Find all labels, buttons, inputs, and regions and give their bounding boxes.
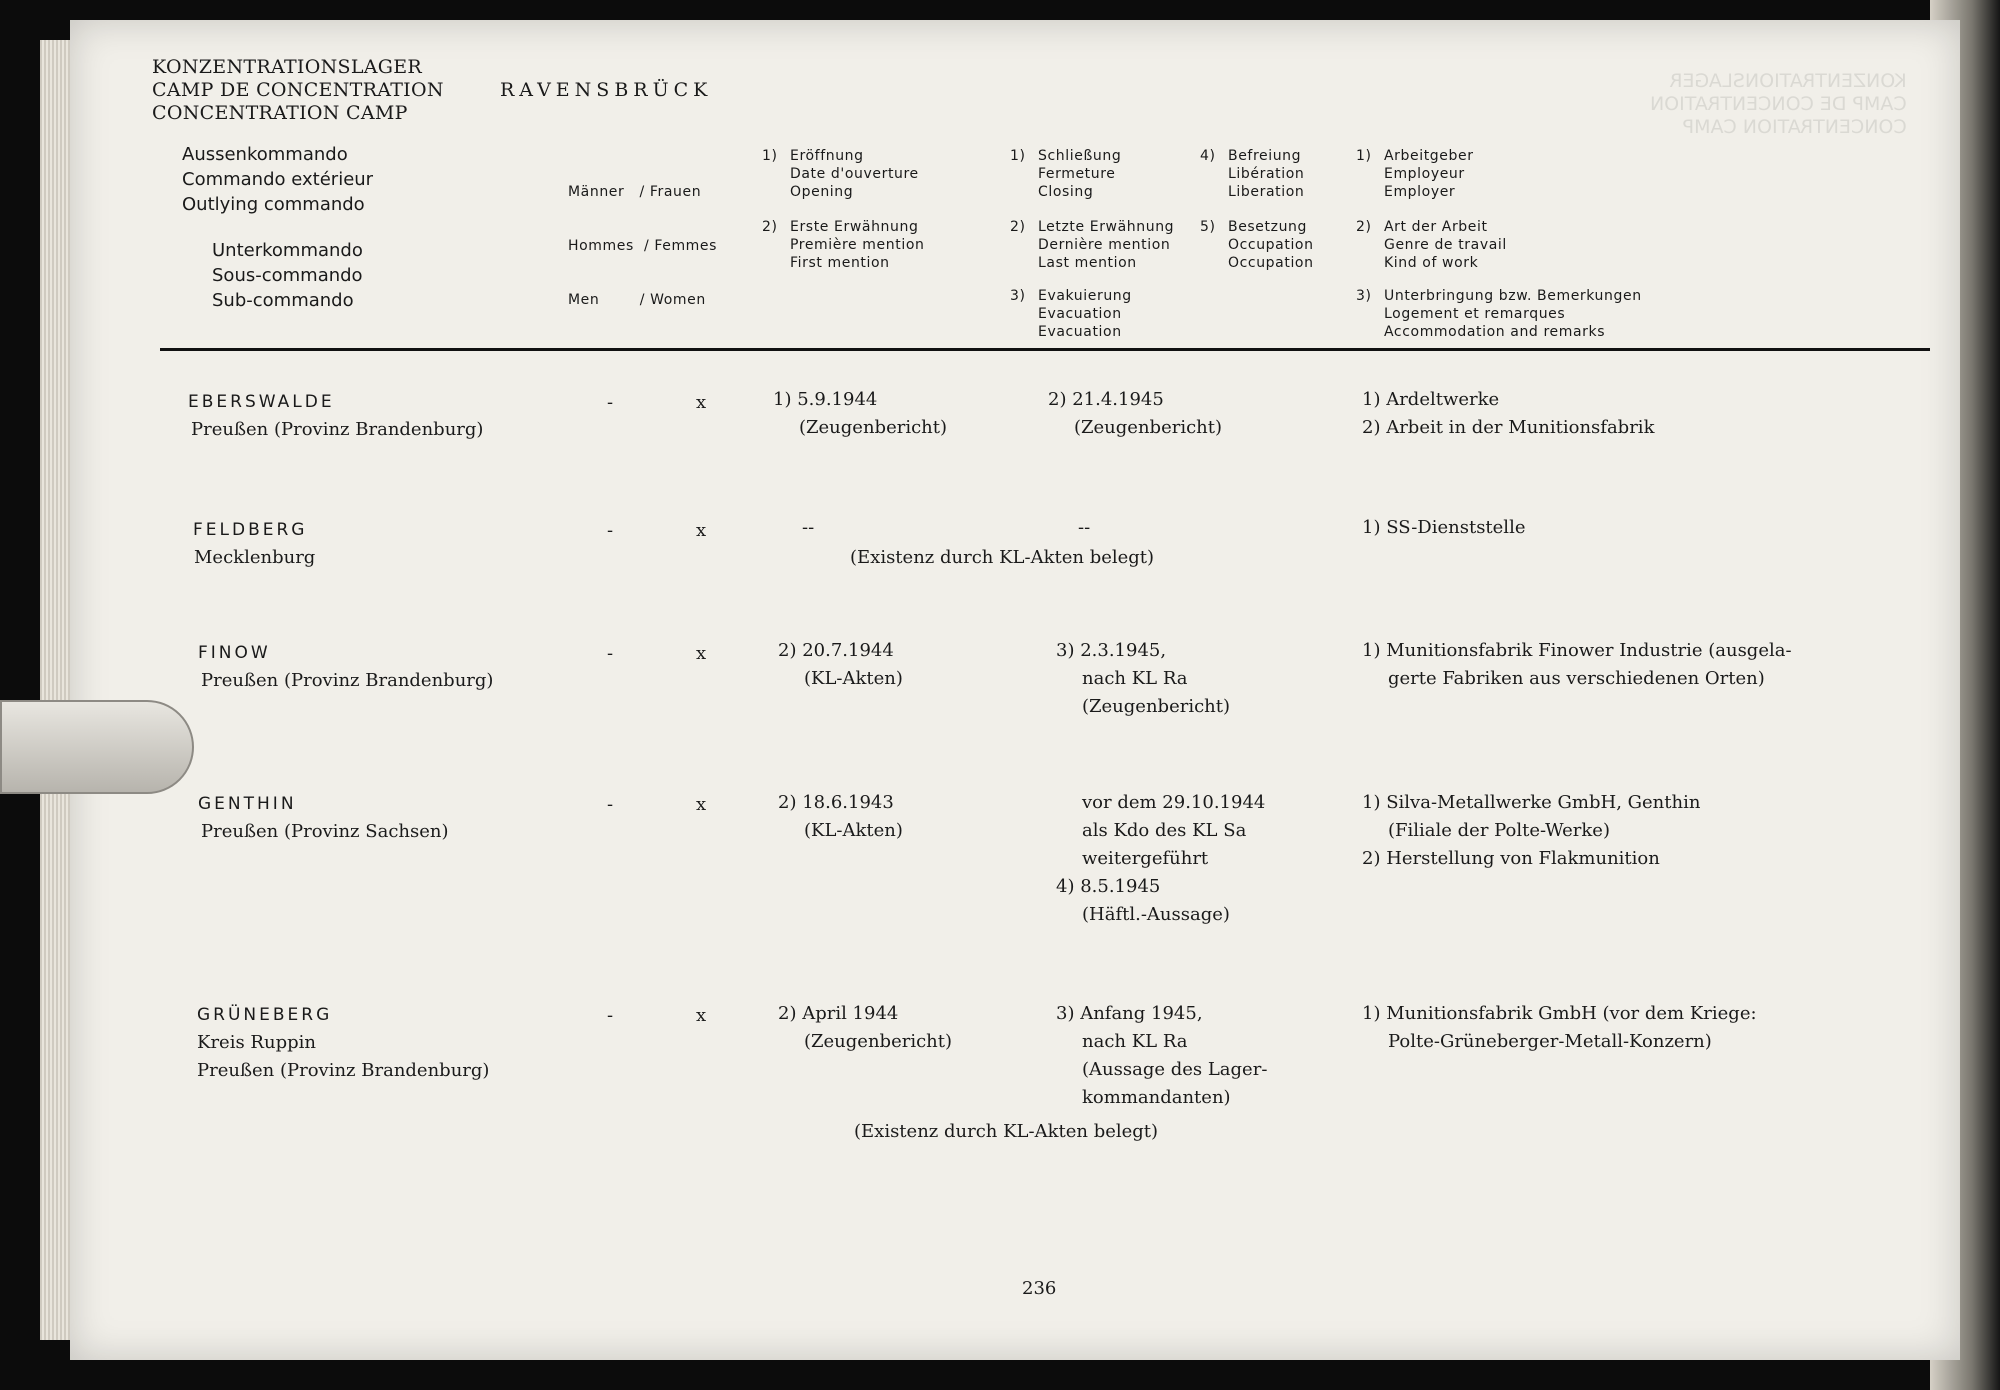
document-page	[70, 20, 1960, 1360]
opening-header	[762, 147, 919, 201]
header-label: Logement et remarques	[1384, 306, 1566, 322]
gender-de: Männer / Frauen	[568, 184, 702, 200]
header-label: Liberation	[1228, 184, 1305, 200]
header-num: 3)	[1010, 288, 1026, 304]
line: (Häftl.-Aussage)	[1082, 904, 1230, 925]
line: kommandanten)	[1082, 1087, 1231, 1108]
line: 2) Herstellung von Flakmunition	[1362, 848, 1660, 869]
header-num: 1)	[1356, 148, 1372, 164]
header-label: Evakuierung	[1038, 288, 1132, 304]
label-fr: Commando extérieur	[182, 169, 374, 190]
header-label: Première mention	[790, 237, 925, 253]
header-label: Unterbringung bzw. Bemerkungen	[1384, 288, 1642, 304]
header-label: Employeur	[1384, 166, 1465, 182]
entry-name: FELDBERG	[193, 520, 308, 540]
header-num: 4)	[1200, 148, 1216, 164]
header-label: Dernière mention	[1038, 237, 1171, 253]
page-number: 236	[1022, 1278, 1057, 1299]
work-info	[1362, 386, 1654, 442]
line: (Zeugenbericht)	[804, 1031, 953, 1052]
header-label: Besetzung	[1228, 219, 1307, 235]
line: 3) 2.3.1945,	[1056, 640, 1167, 661]
gender-header	[568, 147, 717, 345]
header-label: Befreiung	[1228, 148, 1302, 164]
men-mark: -	[607, 520, 614, 541]
closing-info	[1048, 386, 1222, 442]
existence-note: (Existenz durch KL-Akten belegt)	[850, 547, 1155, 568]
liberation-header	[1200, 147, 1304, 201]
entry-region: Preußen (Provinz Sachsen)	[201, 821, 449, 842]
header-label: Occupation	[1228, 237, 1314, 253]
entry-region: Mecklenburg	[194, 547, 316, 568]
women-mark: x	[696, 643, 707, 664]
line: nach KL Ra	[1082, 668, 1188, 689]
header-num: 3)	[1356, 288, 1372, 304]
header-label: First mention	[790, 255, 890, 271]
line: (Filiale der Polte-Werke)	[1388, 820, 1610, 841]
header-label: Evacuation	[1038, 324, 1122, 340]
line: (KL-Akten)	[804, 820, 903, 841]
line: 2) Arbeit in der Munitionsfabrik	[1362, 417, 1655, 438]
header-num: 1)	[762, 148, 778, 164]
header-num: 5)	[1200, 219, 1216, 235]
work-info	[1362, 637, 1792, 693]
gender-en: Men / Women	[568, 292, 706, 308]
title-line-fr: CAMP DE CONCENTRATION	[152, 79, 444, 101]
header-label: Last mention	[1038, 255, 1137, 271]
line: 2) 20.7.1944	[778, 640, 894, 661]
label-de: Aussenkommando	[182, 144, 348, 165]
header-label: Occupation	[1228, 255, 1314, 271]
line: gerte Fabriken aus verschiedenen Orten)	[1388, 668, 1765, 689]
closing-info: --	[1078, 517, 1091, 538]
last-mention-header	[1010, 218, 1174, 272]
line: als Kdo des KL Sa	[1082, 820, 1247, 841]
men-mark: -	[607, 643, 614, 664]
line: (KL-Akten)	[804, 668, 903, 689]
header-num: 1)	[1010, 148, 1026, 164]
header-num: 2)	[1010, 219, 1026, 235]
label-en: Sub-commando	[212, 290, 354, 311]
line: 1) Ardeltwerke	[1362, 389, 1500, 410]
title-line-de: KONZENTRATIONSLAGER	[152, 56, 423, 78]
header-label: Arbeitgeber	[1384, 148, 1474, 164]
line: 3) Anfang 1945,	[1056, 1003, 1203, 1024]
line: nach KL Ra	[1082, 1031, 1188, 1052]
header-label: Art der Arbeit	[1384, 219, 1488, 235]
header-label: Opening	[790, 184, 854, 200]
line: (Zeugenbericht)	[799, 417, 948, 438]
line: Kreis Ruppin	[197, 1032, 316, 1053]
opening-info	[773, 386, 947, 442]
header-label: Employer	[1384, 184, 1456, 200]
label-de: Unterkommando	[212, 240, 363, 261]
line: (Zeugenbericht)	[1074, 417, 1223, 438]
entry-region: Preußen (Provinz Brandenburg)	[191, 419, 484, 440]
header-label: Genre de travail	[1384, 237, 1507, 253]
header-label: Libération	[1228, 166, 1305, 182]
gender-fr: Hommes / Femmes	[568, 238, 718, 254]
line: 2) April 1944	[778, 1003, 899, 1024]
men-mark: -	[607, 1005, 614, 1026]
entry-region	[197, 1029, 489, 1085]
page-clip	[0, 700, 194, 794]
occupation-header	[1200, 218, 1314, 272]
work-info	[1362, 1000, 1757, 1056]
line: 4) 8.5.1945	[1056, 876, 1161, 897]
label-fr: Sous-commando	[212, 265, 363, 286]
entry-name: GRÜNEBERG	[197, 1005, 333, 1025]
header-label: Erste Erwähnung	[790, 219, 919, 235]
line: 2) 21.4.1945	[1048, 389, 1164, 410]
closing-info	[1056, 789, 1265, 929]
opening-info	[778, 1000, 952, 1056]
opening-info: --	[802, 517, 815, 538]
entry-name: GENTHIN	[198, 794, 297, 814]
aussenkommando-labels	[182, 142, 373, 217]
first-mention-header	[762, 218, 924, 272]
entry-name: EBERSWALDE	[188, 392, 335, 412]
header-label: Kind of work	[1384, 255, 1479, 271]
line: Polte-Grüneberger-Metall-Konzern)	[1388, 1031, 1712, 1052]
line: 1) Munitionsfabrik Finower Industrie (ausgela-	[1362, 640, 1792, 661]
line: 1) Munitionsfabrik GmbH (vor dem Kriege:	[1362, 1003, 1757, 1024]
line: (Aussage des Lager-	[1082, 1059, 1268, 1080]
opening-info	[778, 637, 903, 693]
header-label: Date d'ouverture	[790, 166, 919, 182]
header-label: Letzte Erwähnung	[1038, 219, 1175, 235]
line: 2) 18.6.1943	[778, 792, 894, 813]
label-en: Outlying commando	[182, 194, 365, 215]
camp-name: RAVENSBRÜCK	[500, 79, 713, 101]
work-info: 1) SS-Dienststelle	[1362, 517, 1526, 538]
men-mark: -	[607, 794, 614, 815]
women-mark: x	[696, 392, 707, 413]
line: vor dem 29.10.1944	[1082, 792, 1266, 813]
women-mark: x	[696, 1005, 707, 1026]
header-label: Evacuation	[1038, 306, 1122, 322]
document-title	[152, 56, 444, 125]
unterkommando-labels	[212, 238, 363, 313]
header-rule	[160, 348, 1930, 351]
closing-header	[1010, 147, 1121, 201]
work-info	[1362, 789, 1700, 873]
employer-header	[1356, 147, 1474, 201]
entry-region: Preußen (Provinz Brandenburg)	[201, 670, 494, 691]
title-line-en: CONCENTRATION CAMP	[152, 102, 408, 124]
line: 1) 5.9.1944	[773, 389, 878, 410]
line: (Zeugenbericht)	[1082, 696, 1231, 717]
header-label: Closing	[1038, 184, 1094, 200]
kind-of-work-header	[1356, 218, 1507, 272]
line: Preußen (Provinz Brandenburg)	[197, 1060, 490, 1081]
entry-name: FINOW	[198, 643, 271, 663]
accommodation-header	[1356, 287, 1642, 341]
women-mark: x	[696, 794, 707, 815]
header-label: Eröffnung	[790, 148, 864, 164]
men-mark: -	[607, 392, 614, 413]
header-label: Accommodation and remarks	[1384, 324, 1606, 340]
opening-info	[778, 789, 903, 845]
evacuation-header	[1010, 287, 1132, 341]
header-label: Schließung	[1038, 148, 1122, 164]
women-mark: x	[696, 520, 707, 541]
header-num: 2)	[762, 219, 778, 235]
line: weitergeführt	[1082, 848, 1209, 869]
existence-note: (Existenz durch KL-Akten belegt)	[854, 1121, 1159, 1142]
header-label: Fermeture	[1038, 166, 1116, 182]
closing-info	[1056, 1000, 1267, 1112]
show-through-text: KONZENTRATIONSLAGER CAMP DE CONCENTRATION CONCENTRATION CAMP	[1650, 70, 1907, 138]
closing-info	[1056, 637, 1230, 721]
header-num: 2)	[1356, 219, 1372, 235]
line: 1) Silva-Metallwerke GmbH, Genthin	[1362, 792, 1701, 813]
